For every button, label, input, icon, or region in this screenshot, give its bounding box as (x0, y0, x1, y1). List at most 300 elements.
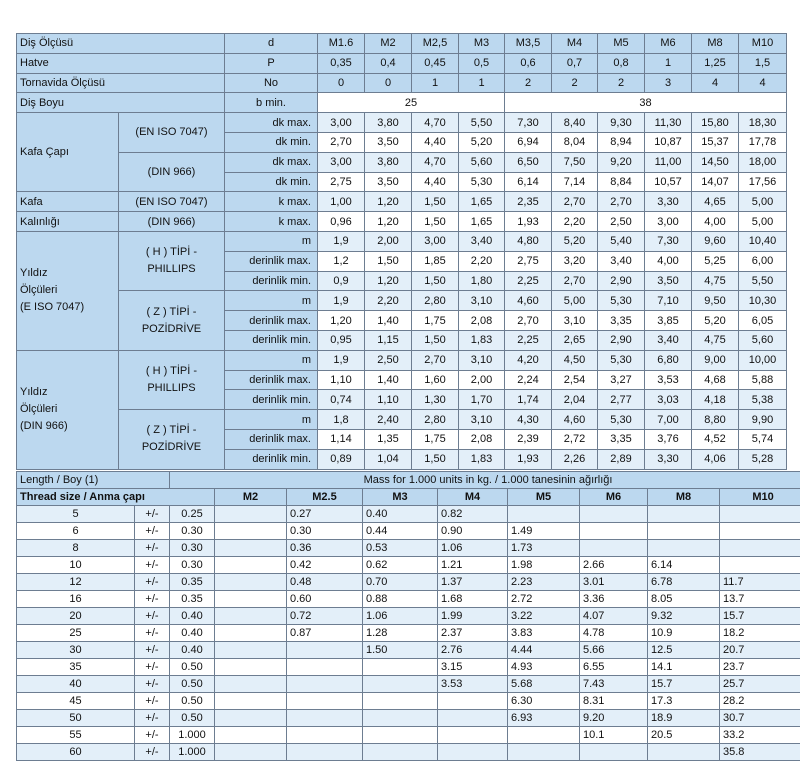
row-label: Tornavida Ölçüsü (17, 73, 225, 93)
value-cell: 4,18 (692, 390, 739, 410)
dims-row (17, 231, 787, 251)
size-header: M8 (648, 489, 720, 506)
mass-cell: 6.78 (648, 574, 720, 591)
value-cell: 0 (318, 73, 365, 93)
mass-cell (215, 540, 287, 557)
tolerance-cell: 1.000 (170, 744, 215, 761)
length-cell: 30 (17, 642, 135, 659)
length-cell: 25 (17, 625, 135, 642)
mass-cell: 3.36 (580, 591, 648, 608)
mass-cell (215, 591, 287, 608)
value-cell: 4,68 (692, 370, 739, 390)
value-cell: 2,70 (412, 350, 459, 370)
value-cell: 2,54 (552, 370, 598, 390)
value-cell: 0,4 (365, 53, 412, 73)
tolerance-cell: 0.40 (170, 642, 215, 659)
mass-cell: 0.44 (363, 523, 438, 540)
mass-cell: 1.06 (363, 608, 438, 625)
value-cell: 3,76 (645, 429, 692, 449)
value-cell: 2,24 (505, 370, 552, 390)
value-cell: 5,20 (692, 311, 739, 331)
mass-row (17, 744, 800, 761)
value-cell: 11,00 (645, 152, 692, 172)
mass-cell (287, 642, 363, 659)
value-cell: 4 (692, 73, 739, 93)
mass-cell (215, 608, 287, 625)
row-symbol: dk min. (225, 172, 318, 192)
value-cell: M1.6 (318, 34, 365, 54)
value-cell: 3,50 (645, 271, 692, 291)
mass-cell: 4.07 (580, 608, 648, 625)
mass-cell (215, 710, 287, 727)
value-cell: 14,07 (692, 172, 739, 192)
value-cell: 8,80 (692, 410, 739, 430)
length-cell: 60 (17, 744, 135, 761)
tolerance-cell: 0.35 (170, 574, 215, 591)
value-cell: 2,50 (598, 212, 645, 232)
value-cell: 0,74 (318, 390, 365, 410)
mass-cell: 15.7 (720, 608, 800, 625)
value-cell: 10,87 (645, 132, 692, 152)
value-cell: 3,10 (459, 350, 505, 370)
value-cell: 5,00 (739, 192, 787, 212)
mass-cell (363, 693, 438, 710)
size-header: M10 (720, 489, 800, 506)
value-cell: 1,9 (318, 350, 365, 370)
row-symbol: dk min. (225, 132, 318, 152)
dims-row (17, 192, 787, 212)
value-cell: 5,20 (459, 132, 505, 152)
value-cell: 2,20 (552, 212, 598, 232)
mass-row (17, 642, 800, 659)
value-cell: 2,75 (318, 172, 365, 192)
plus-minus-cell: +/- (135, 608, 170, 625)
value-cell: 1,70 (459, 390, 505, 410)
value-cell: 3,00 (318, 152, 365, 172)
mass-cell: 1.50 (363, 642, 438, 659)
row-symbol: derinlik max. (225, 429, 318, 449)
value-cell: 2,00 (365, 231, 412, 251)
mass-cell: 5.66 (580, 642, 648, 659)
value-cell: 5,38 (739, 390, 787, 410)
value-cell: 4,60 (552, 410, 598, 430)
mass-row (17, 608, 800, 625)
value-cell: 6,80 (645, 350, 692, 370)
value-cell: 3,03 (645, 390, 692, 410)
value-cell: 2,90 (598, 271, 645, 291)
mass-cell: 0.30 (287, 523, 363, 540)
length-cell: 20 (17, 608, 135, 625)
dims-row (17, 73, 787, 93)
mass-cell: 11.7 (720, 574, 800, 591)
mass-cell: 0.40 (363, 506, 438, 523)
mass-cell (215, 625, 287, 642)
tolerance-cell: 0.50 (170, 710, 215, 727)
length-cell: 5 (17, 506, 135, 523)
section-label: Kalınlığı (17, 212, 119, 232)
row-symbol: derinlik min. (225, 390, 318, 410)
value-cell: 7,00 (645, 410, 692, 430)
value-cell: 3,50 (365, 172, 412, 192)
dims-row (17, 410, 787, 430)
value-cell: 5,50 (459, 113, 505, 133)
value-cell: 6,50 (505, 152, 552, 172)
value-cell: 7,14 (552, 172, 598, 192)
mass-cell (508, 727, 580, 744)
mass-cell: 12.5 (648, 642, 720, 659)
mass-cell (438, 744, 508, 761)
mass-cell: 14.1 (648, 659, 720, 676)
value-cell: 2,08 (459, 311, 505, 331)
dims-row (17, 291, 787, 311)
value-cell: 8,04 (552, 132, 598, 152)
plus-minus-cell: +/- (135, 574, 170, 591)
mass-cell: 2.76 (438, 642, 508, 659)
mass-cell: 0.42 (287, 557, 363, 574)
section-label: Kafa Çapı (17, 113, 119, 192)
value-cell: 4,60 (505, 291, 552, 311)
mass-cell (648, 744, 720, 761)
value-cell: 5,30 (598, 350, 645, 370)
value-cell: 2,25 (505, 330, 552, 350)
value-cell: 3,50 (365, 132, 412, 152)
tolerance-cell: 0.50 (170, 693, 215, 710)
value-cell: 3,80 (365, 152, 412, 172)
value-cell: 3,00 (412, 231, 459, 251)
mass-cell: 1.68 (438, 591, 508, 608)
value-cell: 0,9 (318, 271, 365, 291)
mass-cell (438, 693, 508, 710)
value-cell: M2 (365, 34, 412, 54)
mass-cell: 6.14 (648, 557, 720, 574)
mass-cell: 0.90 (438, 523, 508, 540)
mass-cell: 2.37 (438, 625, 508, 642)
row-symbol: derinlik min. (225, 449, 318, 469)
mass-cell: 2.72 (508, 591, 580, 608)
dims-row (17, 350, 787, 370)
value-cell: 6,00 (739, 251, 787, 271)
mass-cell: 3.83 (508, 625, 580, 642)
value-cell: 5,40 (598, 231, 645, 251)
value-cell: 0,7 (552, 53, 598, 73)
value-cell: 2,72 (552, 429, 598, 449)
size-header: M6 (580, 489, 648, 506)
recess-type-label: ( Z ) TİPİ - POZİDRİVE (119, 410, 225, 469)
value-cell: 0,95 (318, 330, 365, 350)
row-symbol: P (225, 53, 318, 73)
value-cell: 2,25 (505, 271, 552, 291)
value-cell: 2,77 (598, 390, 645, 410)
value-cell: 1,9 (318, 231, 365, 251)
mass-cell (720, 557, 800, 574)
mass-cell: 30.7 (720, 710, 800, 727)
mass-cell (287, 727, 363, 744)
value-cell: M3,5 (505, 34, 552, 54)
value-cell: M10 (739, 34, 787, 54)
value-cell: 3,85 (645, 311, 692, 331)
value-cell: 5,00 (552, 291, 598, 311)
value-cell: 2,20 (459, 251, 505, 271)
value-cell: 4 (739, 73, 787, 93)
plus-minus-cell: +/- (135, 659, 170, 676)
mass-cell: 1.73 (508, 540, 580, 557)
value-cell: 7,30 (645, 231, 692, 251)
value-cell: 2,90 (598, 330, 645, 350)
value-cell: 9,60 (692, 231, 739, 251)
value-cell: 1,65 (459, 212, 505, 232)
value-cell: 8,84 (598, 172, 645, 192)
value-cell: 3,30 (645, 449, 692, 469)
value-cell: 1,75 (412, 311, 459, 331)
value-cell: M4 (552, 34, 598, 54)
value-cell: 1,65 (459, 192, 505, 212)
mass-cell: 25.7 (720, 676, 800, 693)
row-symbol: d (225, 34, 318, 54)
tolerance-cell: 0.30 (170, 540, 215, 557)
mass-title-row (17, 472, 800, 489)
value-cell: 1 (459, 73, 505, 93)
mass-cell (287, 710, 363, 727)
mass-cell: 2.66 (580, 557, 648, 574)
mass-cell (438, 727, 508, 744)
value-cell: M6 (645, 34, 692, 54)
mass-cell (580, 506, 648, 523)
mass-row (17, 727, 800, 744)
value-cell: 4,06 (692, 449, 739, 469)
mass-row (17, 540, 800, 557)
size-header: M3 (363, 489, 438, 506)
value-cell: 1,50 (412, 330, 459, 350)
recess-type-label: ( Z ) TİPİ - POZİDRİVE (119, 291, 225, 350)
value-cell: M5 (598, 34, 645, 54)
value-cell: 15,80 (692, 113, 739, 133)
mass-cell: 0.88 (363, 591, 438, 608)
mass-cell: 3.01 (580, 574, 648, 591)
value-cell: 4,70 (412, 113, 459, 133)
value-cell: 2,40 (365, 410, 412, 430)
tolerance-cell: 0.40 (170, 608, 215, 625)
value-cell: 1,20 (365, 192, 412, 212)
plus-minus-cell: +/- (135, 676, 170, 693)
value-cell: 5,60 (739, 330, 787, 350)
standard-label: (EN ISO 7047) (119, 192, 225, 212)
value-cell: 4,20 (505, 350, 552, 370)
value-cell: 3,40 (598, 251, 645, 271)
mass-cell (580, 540, 648, 557)
row-symbol: m (225, 350, 318, 370)
plus-minus-cell: +/- (135, 744, 170, 761)
value-cell: 5,28 (739, 449, 787, 469)
value-cell: 1,85 (412, 251, 459, 271)
mass-row (17, 693, 800, 710)
mass-cell: 4.93 (508, 659, 580, 676)
mass-cell (215, 557, 287, 574)
value-cell: 4,70 (412, 152, 459, 172)
value-cell: 4,50 (552, 350, 598, 370)
value-cell: 4,75 (692, 330, 739, 350)
value-cell: 3,53 (645, 370, 692, 390)
value-cell: 3,40 (459, 231, 505, 251)
mass-cell (215, 659, 287, 676)
value-cell: 38 (505, 93, 787, 113)
value-cell: 5,60 (459, 152, 505, 172)
value-cell: 1,00 (318, 192, 365, 212)
value-cell: 1,50 (412, 212, 459, 232)
value-cell: 5,00 (739, 212, 787, 232)
mass-cell: 1.99 (438, 608, 508, 625)
mass-cell (648, 540, 720, 557)
mass-cell: 6.30 (508, 693, 580, 710)
value-cell: 1 (412, 73, 459, 93)
length-cell: 50 (17, 710, 135, 727)
value-cell: 9,30 (598, 113, 645, 133)
value-cell: 1,93 (505, 212, 552, 232)
plus-minus-cell: +/- (135, 540, 170, 557)
value-cell: 7,30 (505, 113, 552, 133)
mass-row (17, 625, 800, 642)
mass-cell: 1.98 (508, 557, 580, 574)
length-cell: 55 (17, 727, 135, 744)
value-cell: 1,40 (365, 311, 412, 331)
value-cell: 6,05 (739, 311, 787, 331)
mass-cell (287, 659, 363, 676)
row-symbol: m (225, 291, 318, 311)
mass-cell: 3.22 (508, 608, 580, 625)
row-symbol: No (225, 73, 318, 93)
value-cell: 2,26 (552, 449, 598, 469)
mass-cell (215, 693, 287, 710)
mass-cell: 0.60 (287, 591, 363, 608)
mass-cell (720, 523, 800, 540)
value-cell: 17,78 (739, 132, 787, 152)
mass-cell (215, 727, 287, 744)
value-cell: 3,20 (552, 251, 598, 271)
value-cell: 2 (598, 73, 645, 93)
value-cell: 10,30 (739, 291, 787, 311)
value-cell: 1,83 (459, 449, 505, 469)
mass-cell: 7.43 (580, 676, 648, 693)
mass-cell (215, 642, 287, 659)
standard-label: (DIN 966) (119, 152, 225, 192)
value-cell: 2,04 (552, 390, 598, 410)
recess-type-label: ( H ) TİPİ - PHILLIPS (119, 350, 225, 409)
mass-cell: 0.62 (363, 557, 438, 574)
row-label: Diş Ölçüsü (17, 34, 225, 54)
value-cell: 2,70 (552, 271, 598, 291)
mass-cell (508, 744, 580, 761)
value-cell: 7,50 (552, 152, 598, 172)
mass-cell: 8.05 (648, 591, 720, 608)
standard-label: (DIN 966) (119, 212, 225, 232)
row-symbol: derinlik min. (225, 271, 318, 291)
mass-cell: 18.2 (720, 625, 800, 642)
row-symbol: derinlik max. (225, 251, 318, 271)
value-cell: 2,65 (552, 330, 598, 350)
dims-row (17, 212, 787, 232)
mass-cell (580, 523, 648, 540)
tolerance-cell: 0.50 (170, 676, 215, 693)
mass-cell: 33.2 (720, 727, 800, 744)
dims-row (17, 93, 787, 113)
mass-cell (215, 744, 287, 761)
value-cell: 1,60 (412, 370, 459, 390)
value-cell: 17,56 (739, 172, 787, 192)
value-cell: 0,6 (505, 53, 552, 73)
mass-cell (215, 506, 287, 523)
row-label: Diş Boyu (17, 93, 225, 113)
plus-minus-cell: +/- (135, 506, 170, 523)
mass-cell: 23.7 (720, 659, 800, 676)
mass-cell (720, 540, 800, 557)
value-cell: 1,50 (412, 192, 459, 212)
size-header: M5 (508, 489, 580, 506)
mass-cell: 6.93 (508, 710, 580, 727)
length-cell: 35 (17, 659, 135, 676)
value-cell: 10,00 (739, 350, 787, 370)
value-cell: 5,30 (598, 410, 645, 430)
mass-cell (215, 574, 287, 591)
dimensions-table (16, 33, 787, 470)
mass-cell (720, 506, 800, 523)
mass-cell: 13.7 (720, 591, 800, 608)
mass-cell: 0.87 (287, 625, 363, 642)
value-cell: 2,70 (505, 311, 552, 331)
value-cell: 5,50 (739, 271, 787, 291)
mass-cell (287, 744, 363, 761)
plus-minus-cell: +/- (135, 642, 170, 659)
mass-cell (363, 744, 438, 761)
mass-cell (363, 676, 438, 693)
size-header: M2 (215, 489, 287, 506)
mass-cell: 0.53 (363, 540, 438, 557)
value-cell: 4,40 (412, 132, 459, 152)
value-cell: 3 (645, 73, 692, 93)
mass-row (17, 523, 800, 540)
value-cell: 2,70 (552, 192, 598, 212)
value-cell: 11,30 (645, 113, 692, 133)
value-cell: 2,50 (365, 350, 412, 370)
value-cell: 2 (505, 73, 552, 93)
value-cell: 0,89 (318, 449, 365, 469)
value-cell: 1,74 (505, 390, 552, 410)
mass-cell: 1.37 (438, 574, 508, 591)
value-cell: M3 (459, 34, 505, 54)
row-symbol: dk max. (225, 113, 318, 133)
mass-cell: 1.06 (438, 540, 508, 557)
mass-table (16, 471, 800, 761)
mass-cell: 35.8 (720, 744, 800, 761)
value-cell: 2,35 (505, 192, 552, 212)
mass-row (17, 676, 800, 693)
value-cell: 7,10 (645, 291, 692, 311)
mass-cell: 0.72 (287, 608, 363, 625)
value-cell: 9,90 (739, 410, 787, 430)
value-cell: 3,10 (459, 410, 505, 430)
tolerance-cell: 0.30 (170, 557, 215, 574)
value-cell: 2,00 (459, 370, 505, 390)
mass-cell: 20.5 (648, 727, 720, 744)
row-symbol: k max. (225, 192, 318, 212)
mass-cell (287, 676, 363, 693)
mass-cell (580, 744, 648, 761)
value-cell: 1,10 (365, 390, 412, 410)
value-cell: 2,08 (459, 429, 505, 449)
row-symbol: m (225, 410, 318, 430)
value-cell: 4,75 (692, 271, 739, 291)
value-cell: 9,50 (692, 291, 739, 311)
value-cell: 4,52 (692, 429, 739, 449)
value-cell: 3,00 (318, 113, 365, 133)
